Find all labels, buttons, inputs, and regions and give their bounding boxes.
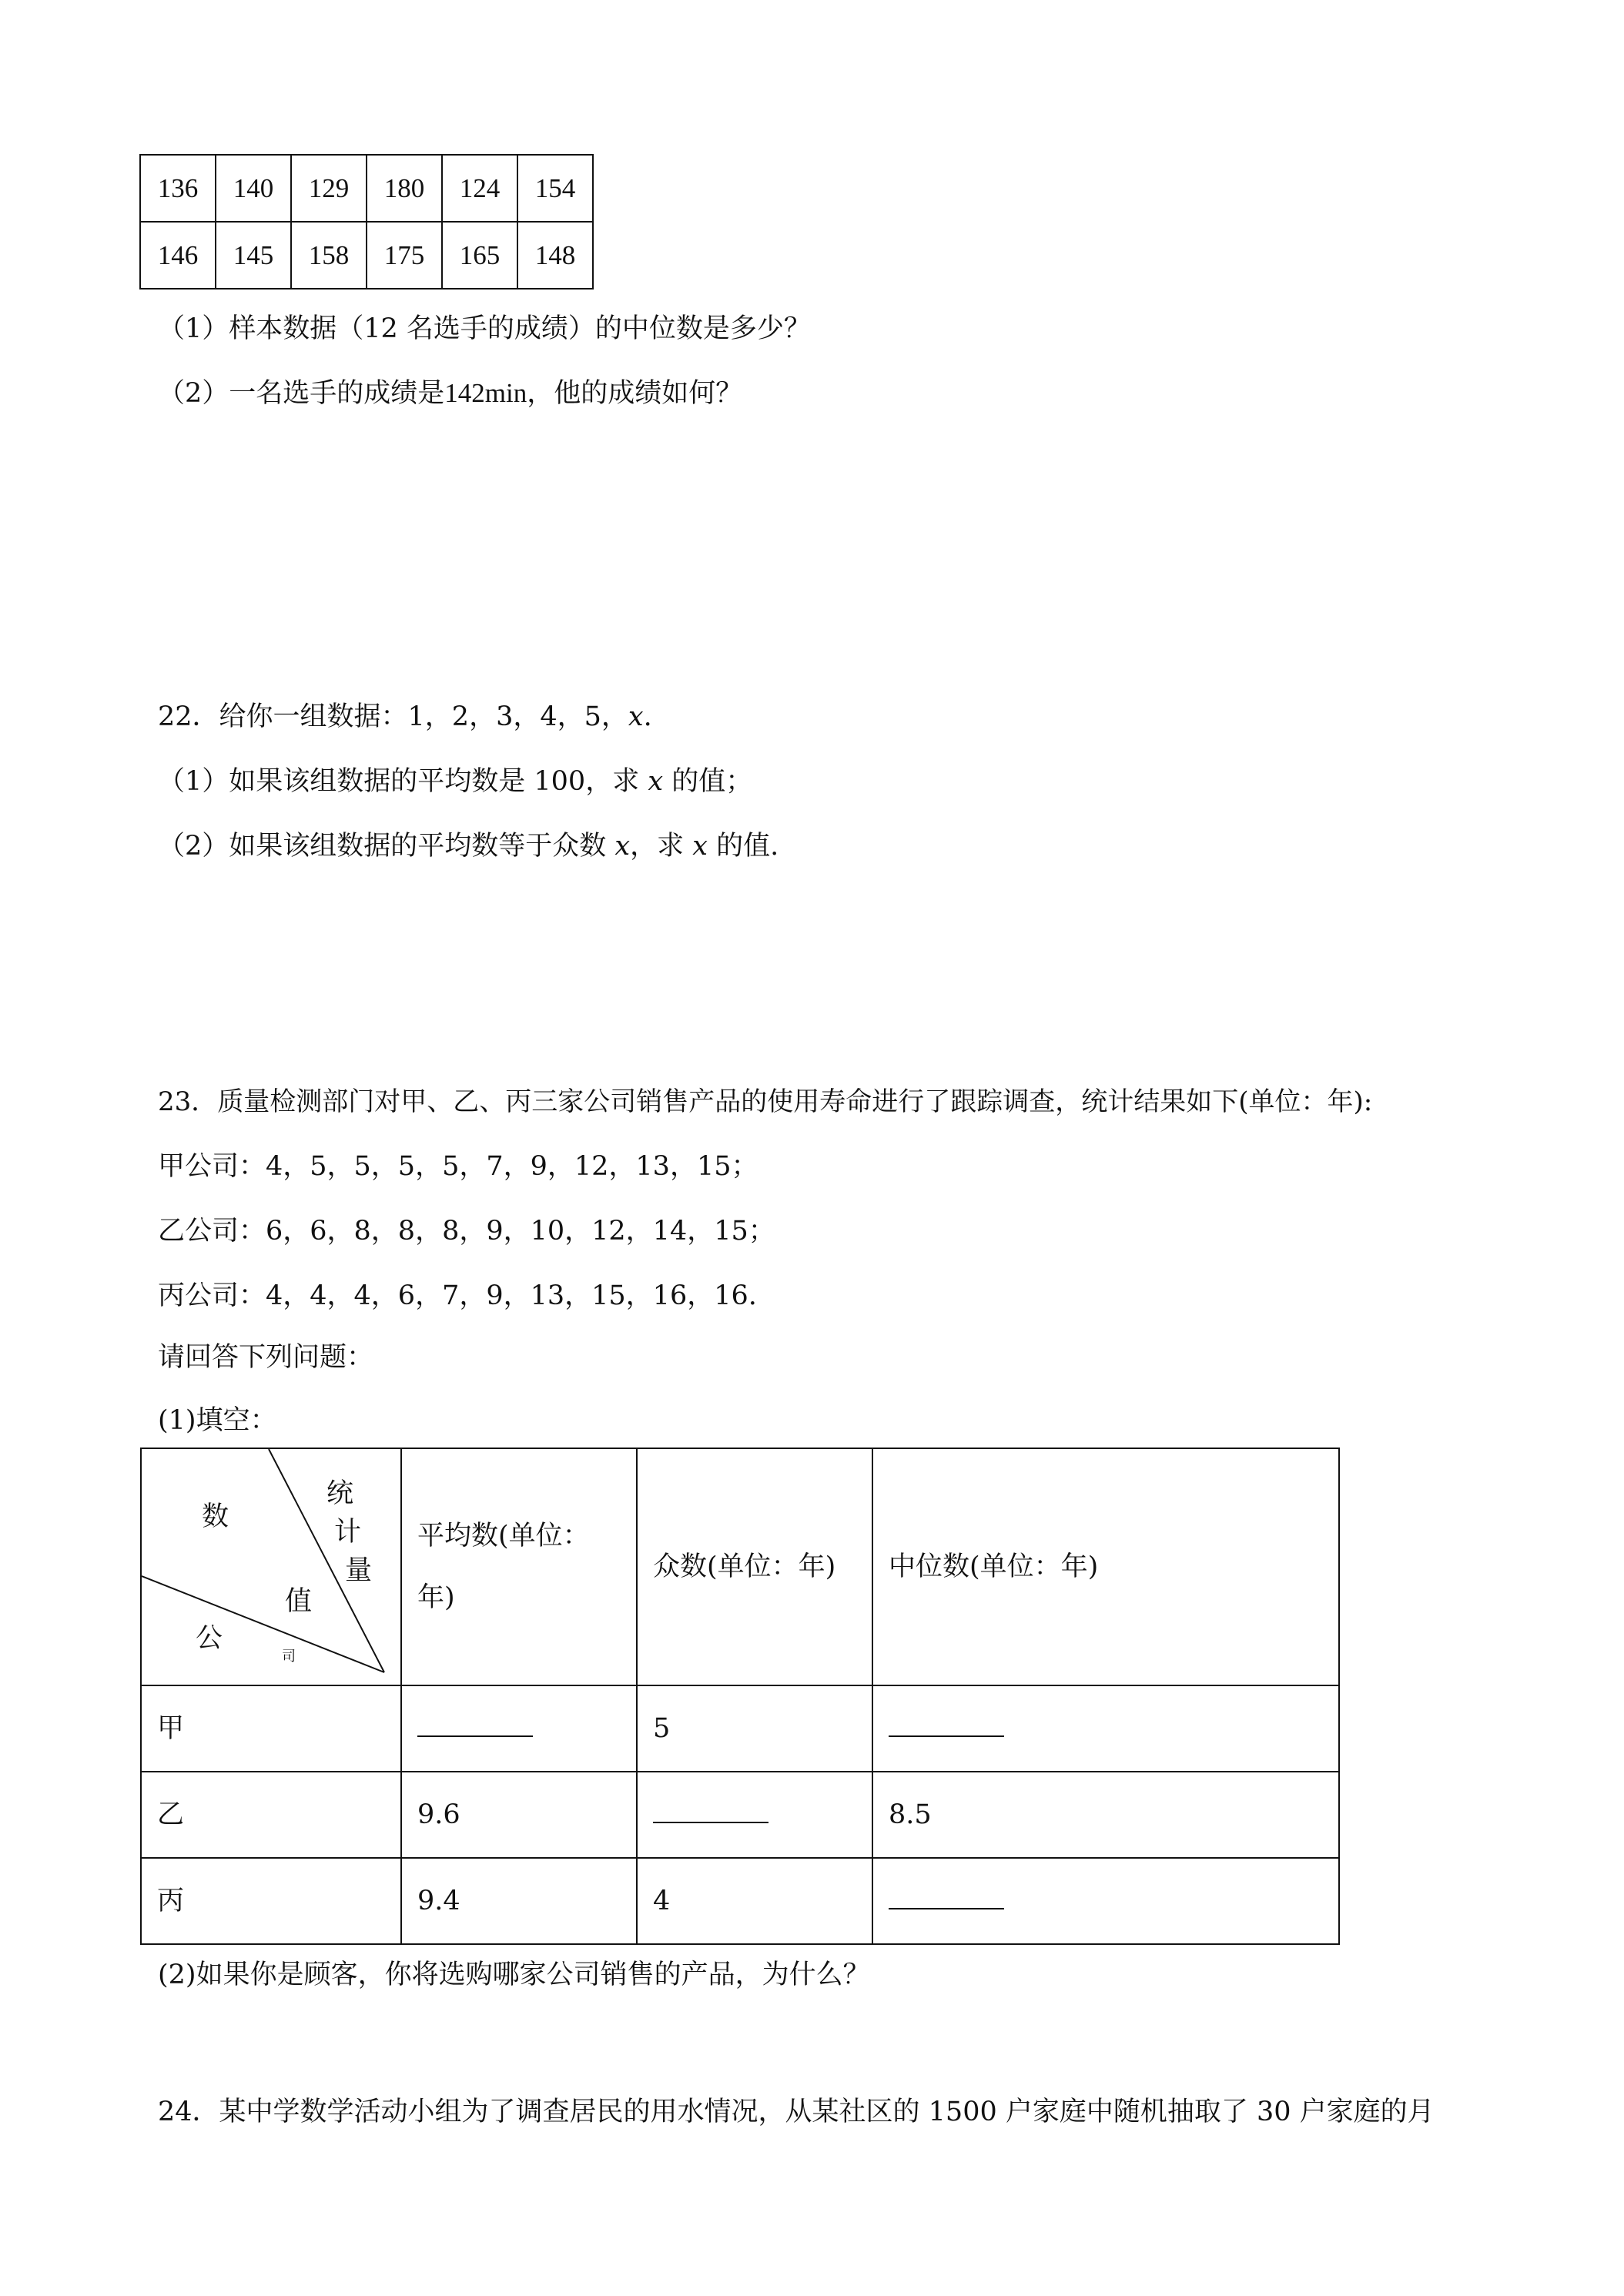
q22-part2 [158,828,779,864]
q23-ask: 请回答下列问题： [158,1342,374,1373]
q21-part2-value: 142min [444,378,527,408]
cell-mode [637,1772,872,1858]
q22-part1-post: 的值； [663,766,753,797]
table-cell: 180 [367,155,442,222]
q22-part2-pre: （2）如果该组数据的平均数等于众数 [158,831,615,862]
table-cell: 154 [517,155,593,222]
q23-part1: (1)填空： [158,1405,277,1436]
table-cell: 140 [216,155,291,222]
answer-blank[interactable] [417,1712,533,1737]
q23-company-bing: 丙公司：4，4，4，6，7，9，13，15，16，16. [158,1280,757,1311]
cell-company: 乙 [141,1772,401,1858]
q22-var: x [628,701,644,732]
cell-mean: 9.4 [401,1858,637,1944]
diag-label-ji: 计 [334,1517,362,1548]
table-cell: 148 [517,222,593,289]
table-cell: 136 [140,155,216,222]
diag-label-zhi: 值 [285,1586,313,1617]
cell-median [872,1858,1339,1944]
table-cell: 165 [442,222,517,289]
q23-part2: (2)如果你是顾客，你将选购哪家公司销售的产品，为什么？ [158,1960,870,1990]
cell-median: 8.5 [872,1772,1339,1858]
header-mean-line2: 年) [417,1582,455,1613]
table-row [140,222,593,289]
cell-mean: 9.6 [401,1772,637,1858]
cell-mode: 5 [637,1685,872,1772]
table-cell: 129 [291,155,367,222]
q22-title [158,699,652,735]
header-mode: 众数(单位：年) [637,1448,872,1685]
cell-median [872,1685,1339,1772]
q23-company-yi: 乙公司：6，6，8，8，8，9，10，12，14，15； [158,1216,775,1247]
q23-title: 23．质量检测部门对甲、乙、丙三家公司销售产品的使用寿命进行了跟踪调查，统计结果如下(单位：年): [158,1086,1373,1117]
table-row [140,155,593,222]
table-cell: 124 [442,155,517,222]
q21-part1: （1）样本数据（12 名选手的成绩）的中位数是多少？ [158,313,811,344]
q22-var: x [648,766,664,797]
table-cell: 175 [367,222,442,289]
header-mean-line1: 平均数(单位： [417,1521,590,1551]
q24-text: 24．某中学数学活动小组为了调查居民的用水情况，从某社区的 1500 户家庭中随机抽取了 30 户家庭的月 [158,2097,1435,2127]
header-mean [401,1448,637,1685]
table-header-row [141,1448,1339,1685]
q23-company-jia: 甲公司：4，5，5，5，5，7，9，12，13，15； [158,1151,758,1182]
q22-part2-mid: ，求 [630,831,693,862]
diagonal-header-cell [141,1448,401,1685]
diag-label-liang: 量 [345,1555,373,1586]
answer-blank[interactable] [653,1799,768,1823]
q22-var: x [692,831,708,862]
table-cell: 145 [216,222,291,289]
diag-label-si: 司 [282,1648,296,1665]
q22-part1 [158,764,752,799]
table-row [141,1858,1339,1944]
cell-mean [401,1685,637,1772]
q22-title-pre: 22．给你一组数据：1，2，3，4，5， [158,701,628,732]
q22-title-post: . [643,701,652,732]
q21-part2-pre: （2）一名选手的成绩是 [158,378,445,409]
q22-part2-post: 的值. [708,831,779,862]
q21-part2-post: ，他的成绩如何？ [527,378,743,409]
q22-part1-pre: （1）如果该组数据的平均数是 100，求 [158,766,648,797]
diag-label-tong: 统 [326,1478,354,1509]
stats-table [140,1448,1340,1945]
diag-label-gong: 公 [196,1623,223,1654]
q21-part2 [158,376,742,411]
header-median: 中位数(单位：年) [872,1448,1339,1685]
answer-blank[interactable] [889,1885,1004,1909]
cell-company: 甲 [141,1685,401,1772]
table-row [141,1685,1339,1772]
cell-company: 丙 [141,1858,401,1944]
diag-label-shu: 数 [202,1501,229,1532]
answer-blank[interactable] [889,1712,1004,1737]
q22-var: x [614,831,631,862]
table-cell: 158 [291,222,367,289]
cell-mode: 4 [637,1858,872,1944]
scores-table [139,154,594,290]
table-row [141,1772,1339,1858]
table-cell: 146 [140,222,216,289]
